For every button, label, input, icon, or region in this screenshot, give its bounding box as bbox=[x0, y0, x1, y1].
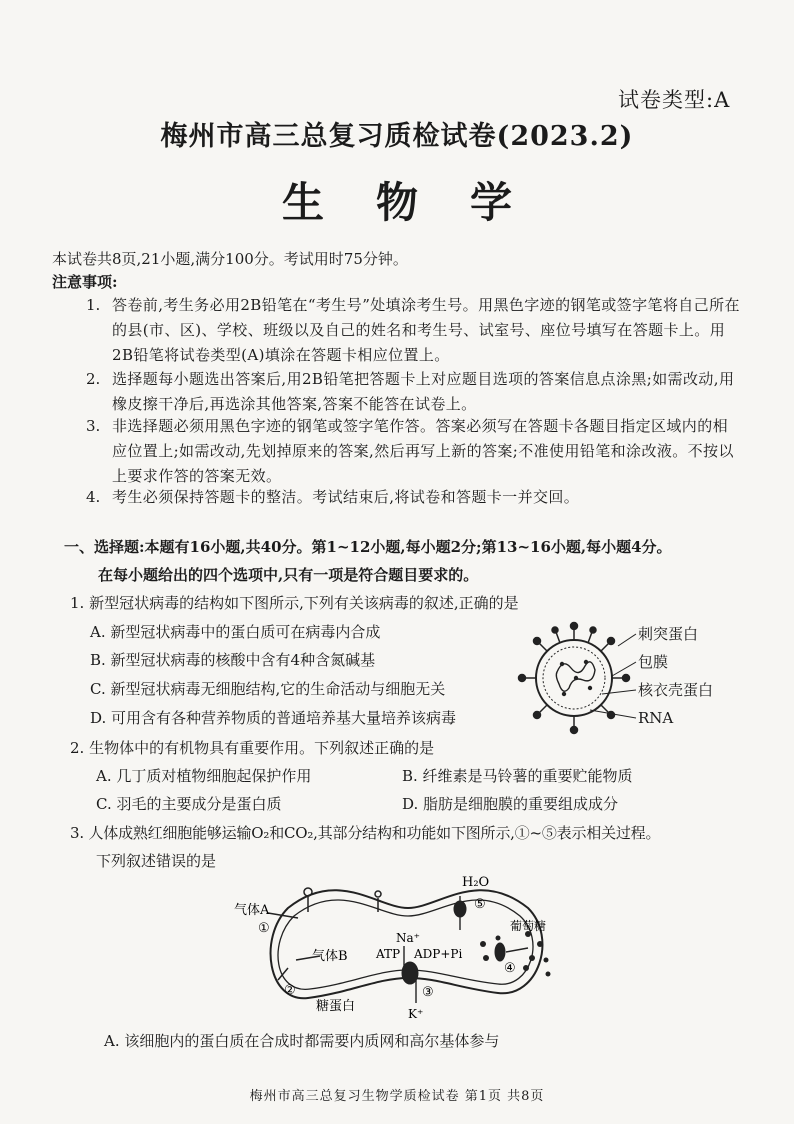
notice-heading: 注意事项: bbox=[52, 273, 118, 291]
exam-title: 梅州市高三总复习质检试卷(2023.2) bbox=[160, 121, 634, 152]
section-instruction: 在每小题给出的四个选项中,只有一项是符合题目要求的。 bbox=[98, 566, 479, 584]
paper-type: 试卷类型:A bbox=[618, 88, 731, 112]
q2-option-c: C. 羽毛的主要成分是蛋白质 bbox=[96, 795, 282, 813]
q1-option-c: C. 新型冠状病毒无细胞结构,它的生命活动与细胞无关 bbox=[90, 680, 446, 698]
section-heading: 一、选择题:本题有16小题,共40分。第1~12小题,每小题2分;第13~16小题,每小题4分。 bbox=[64, 538, 672, 556]
notice-item-3 bbox=[86, 414, 742, 489]
q3-stem-continued: 下列叙述错误的是 bbox=[96, 852, 217, 870]
red-blood-cell-figure bbox=[228, 868, 568, 1028]
label-adp: ADP+Pi bbox=[414, 947, 463, 961]
label-gas-b: 气体B bbox=[312, 949, 348, 964]
label-sodium: Na⁺ bbox=[396, 931, 420, 945]
notice-item-2 bbox=[86, 367, 742, 417]
notice-text: 答卷前,考生务必用2B铅笔在“考生号”处填涂考生号。用黑色字迹的钢笔或签字笔将自己所在的县(市、区)、学校、班级以及自己的姓名和考生号、试室号、座位号填写在答题卡上。用2B铅笔将试卷类型(A)填涂在答题卡相应位置上。 bbox=[112, 296, 740, 364]
notice-num: 1. bbox=[86, 296, 101, 314]
q2-option-a: A. 几丁质对植物细胞起保护作用 bbox=[96, 767, 312, 785]
notice-num: 2. bbox=[86, 370, 101, 388]
label-process-3: ③ bbox=[422, 985, 434, 1000]
notice-item-1 bbox=[86, 293, 742, 368]
label-glucose: 葡萄糖 bbox=[510, 919, 547, 933]
label-process-2: ② bbox=[284, 983, 296, 998]
label-gas-a: 气体A bbox=[234, 903, 270, 918]
q2-option-b: B. 纤维素是马铃薯的重要贮能物质 bbox=[402, 767, 633, 785]
membrane-proteins bbox=[278, 888, 505, 984]
label-glycoprotein: 糖蛋白 bbox=[316, 999, 356, 1014]
subject-title: 生物学 bbox=[281, 178, 564, 227]
label-capsid-protein: 核衣壳蛋白 bbox=[638, 681, 714, 699]
q2-stem: 2. 生物体中的有机物具有重要作用。下列叙述正确的是 bbox=[70, 739, 435, 757]
label-process-4: ④ bbox=[504, 961, 516, 976]
q1-stem: 1. 新型冠状病毒的结构如下图所示,下列有关该病毒的叙述,正确的是 bbox=[70, 594, 519, 612]
label-atp: ATP bbox=[376, 947, 401, 961]
label-process-1: ① bbox=[258, 921, 270, 936]
label-envelope: 包膜 bbox=[638, 653, 669, 671]
notice-item-4 bbox=[86, 485, 742, 510]
exam-intro: 本试卷共8页,21小题,满分100分。考试用时75分钟。 bbox=[52, 250, 408, 268]
notice-num: 4. bbox=[86, 488, 101, 506]
label-rna: RNA bbox=[638, 709, 674, 727]
q3-stem: 3. 人体成熟红细胞能够运输O₂和CO₂,其部分结构和功能如下图所示,①~⑤表示相关过程。 bbox=[70, 824, 661, 842]
notice-text: 选择题每小题选出答案后,用2B铅笔把答题卡上对应题目选项的答案信息点涂黑;如需改动,用橡皮擦干净后,再选涂其他答案,答案不能答在试卷上。 bbox=[112, 370, 735, 413]
label-water: H₂O bbox=[462, 875, 490, 890]
q1-option-b: B. 新型冠状病毒的核酸中含有4种含氮碱基 bbox=[90, 651, 376, 669]
q1-option-d: D. 可用含有各种营养物质的普通培养基大量培养该病毒 bbox=[90, 709, 457, 727]
q3-option-a: A. 该细胞内的蛋白质在合成时都需要内质网和高尔基体参与 bbox=[104, 1032, 500, 1050]
label-process-5: ⑤ bbox=[474, 897, 486, 912]
notice-text: 非选择题必须用黑色字迹的钢笔或签字笔作答。答案必须写在答题卡各题目指定区域内的相应位置上;如需改动,先划掉原来的答案,然后再写上新的答案;不准使用铅笔和涂改液。不按以上要求作答的答案无效。 bbox=[112, 417, 734, 485]
page-footer: 梅州市高三总复习生物学质检试卷 第1页 共8页 bbox=[249, 1089, 545, 1104]
q1-option-a: A. 新型冠状病毒中的蛋白质可在病毒内合成 bbox=[90, 623, 381, 641]
virus-diagram bbox=[519, 623, 637, 734]
q2-option-d: D. 脂肪是细胞膜的重要组成成分 bbox=[402, 795, 619, 813]
label-spike-protein: 刺突蛋白 bbox=[638, 625, 699, 643]
virus-structure-figure bbox=[512, 612, 742, 742]
notice-num: 3. bbox=[86, 417, 101, 435]
label-potassium: K⁺ bbox=[408, 1007, 424, 1021]
notice-text: 考生必须保持答题卡的整洁。考试结束后,将试卷和答题卡一并交回。 bbox=[112, 488, 580, 506]
